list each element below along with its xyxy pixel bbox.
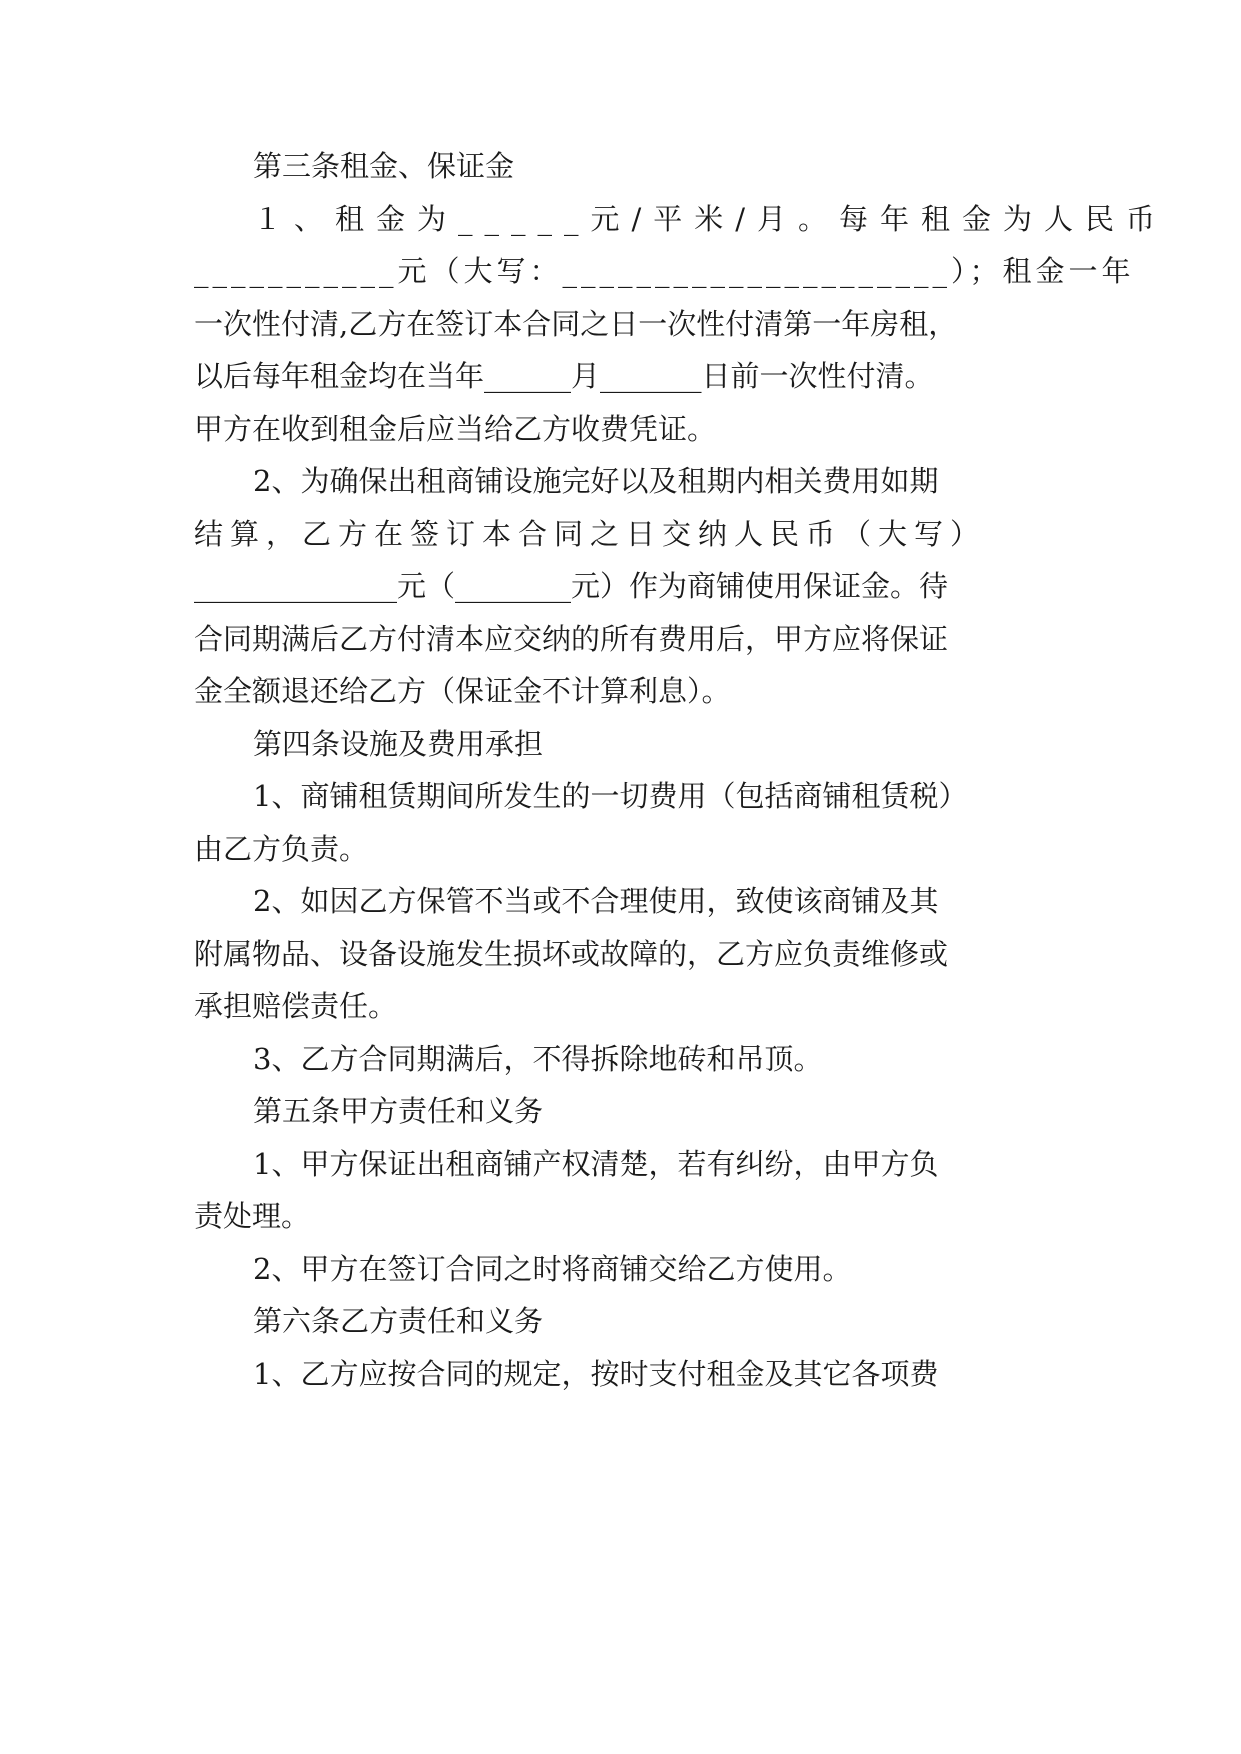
paragraph-line: 2、为确保出租商铺设施完好以及租期内相关费用如期 [253, 464, 939, 498]
paragraph-line: 责处理。 [194, 1199, 311, 1233]
paragraph-line: 结算，乙方在签订本合同之日交纳人民币（大写） [194, 517, 987, 551]
section-heading-5: 第五条甲方责任和义务 [253, 1094, 544, 1128]
paragraph-line: 1、乙方应按合同的规定，按时支付租金及其它各项费 [253, 1357, 939, 1391]
paragraph-line: 以后每年租金均在当年______月_______日前一次性付清。 [194, 359, 934, 393]
section-heading-6: 第六条乙方责任和义务 [253, 1304, 544, 1338]
paragraph-line: 1、商铺租赁期间所发生的一切费用（包括商铺租赁税） [253, 779, 968, 813]
paragraph-line: 金全额退还给乙方（保证金不计算利息）。 [194, 674, 731, 708]
paragraph-line: 由乙方负责。 [194, 832, 369, 866]
paragraph-line: 承担赔偿责任。 [194, 989, 398, 1023]
paragraph-line: 附属物品、设备设施发生损坏或故障的，乙方应负责维修或 [194, 937, 949, 971]
paragraph-line: 一次性付清,乙方在签订本合同之日一次性付清第一年房租， [194, 307, 958, 341]
paragraph-line: 合同期满后乙方付清本应交纳的所有费用后，甲方应将保证 [194, 622, 949, 656]
paragraph-line: 1、甲方保证出租商铺产权清楚，若有纠纷，由甲方负 [253, 1147, 939, 1181]
paragraph-line: 2、甲方在签订合同之时将商铺交给乙方使用。 [253, 1252, 852, 1286]
paragraph-line: １、租金为_____元/平米/月。每年租金为人民币 [253, 202, 1168, 236]
paragraph-line: ___________元（大写：_____________________）；租金一年 [194, 254, 1135, 288]
paragraph-line: 3、乙方合同期满后，不得拆除地砖和吊顶。 [253, 1042, 823, 1076]
section-heading-4: 第四条设施及费用承担 [253, 727, 544, 761]
paragraph-line: ______________元（________元）作为商铺使用保证金。待 [194, 569, 949, 603]
section-heading-3: 第三条租金、保证金 [253, 149, 515, 183]
paragraph-line: 2、如因乙方保管不当或不合理使用，致使该商铺及其 [253, 884, 939, 918]
paragraph-line: 甲方在收到租金后应当给乙方收费凭证。 [194, 412, 717, 446]
